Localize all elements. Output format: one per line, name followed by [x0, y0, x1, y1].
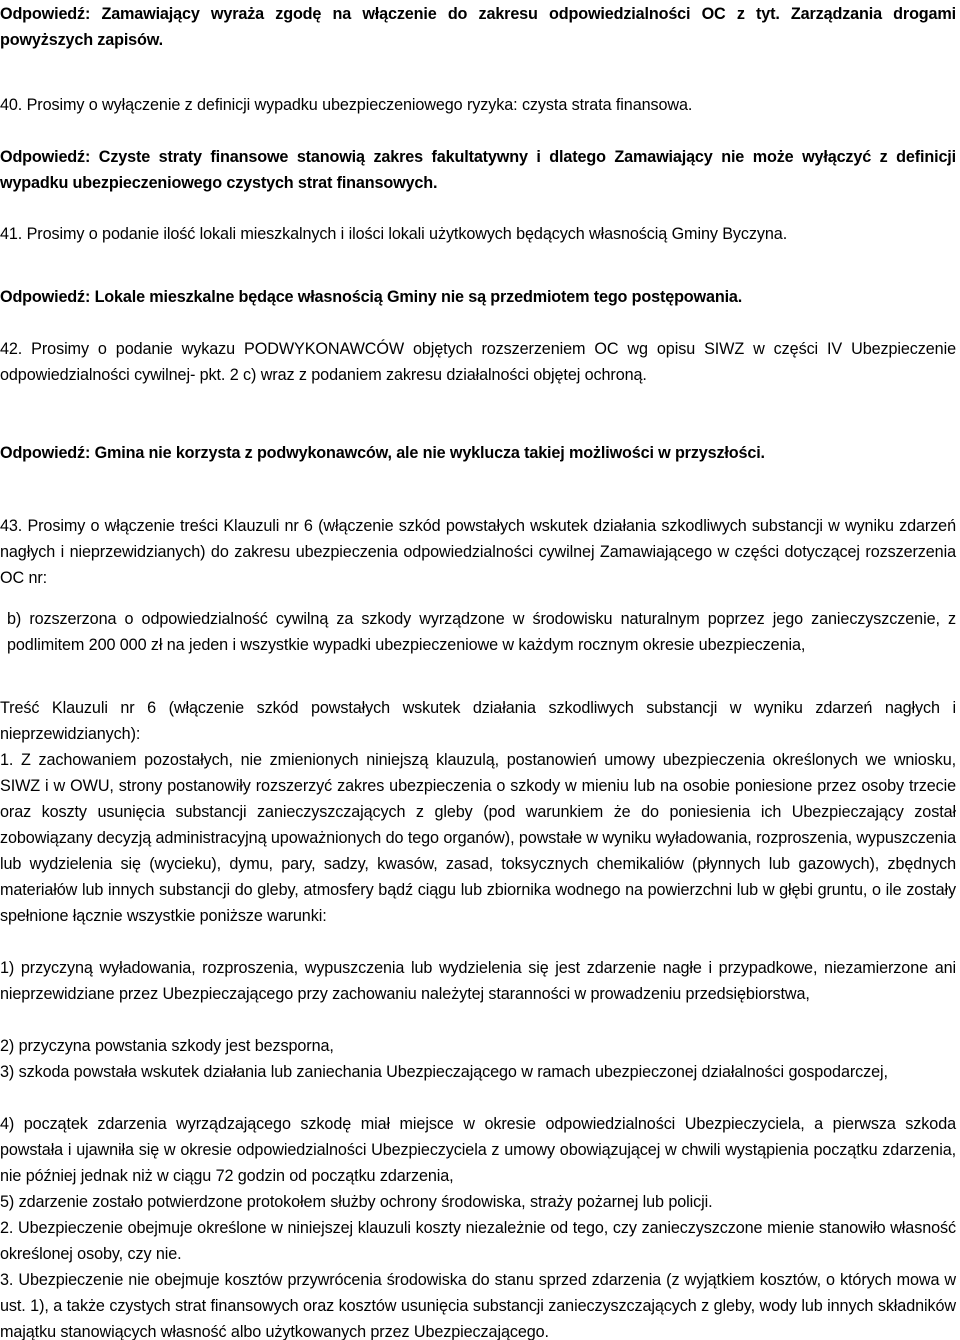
answer-paragraph: Odpowiedź: Czyste straty finansowe stanowią zakres fakultatywny i dlatego Zamawiający nie może wyłączyć z definicji wypadku ubezpieczeniowego czystych strat finansowych.: [0, 148, 956, 192]
clause-6-heading: Treść Klauzuli nr 6 (włączenie szkód powstałych wskutek działania szkodliwych substancji w wyniku zdarzeń nagłych i nieprzewidzianych):: [0, 699, 956, 743]
condition-4: 4) początek zdarzenia wyrządzającego szkodę miał miejsce w okresie odpowiedzialności Ubezpieczyciela, a pierwsza szkoda powstała i ujawniła się w okresie odpowiedzialności Ubezpieczyciela z umowy obowiązującej w chwili wystąpienia początku zdarzenia, nie później jednak niż w ciągu 72 godzin od początku zdarzenia,: [0, 1115, 956, 1185]
condition-1: 1) przyczyną wyładowania, rozproszenia, wypuszczenia lub wydzielenia się jest zdarzenie nagłe i przypadkowe, niezamierzone ani nieprzewidziane przez Ubezpieczającego przy zachowaniu należytej staranności w prowadzeniu przedsiębiorstwa,: [0, 959, 956, 1003]
answer-paragraph: Odpowiedź: Lokale mieszkalne będące własnością Gminy nie są przedmiotem tego postępowania.: [0, 288, 743, 306]
clause-point-2: 2. Ubezpieczenie obejmuje określone w niniejszej klauzuli koszty niezależnie od tego, czy zanieczyszczone mienie stanowiło własność określonej osoby, czy nie.: [0, 1219, 956, 1263]
condition-2: 2) przyczyna powstania szkody jest bezsporna,: [0, 1037, 334, 1055]
condition-5: 5) zdarzenie zostało potwierdzone protokołem służby ochrony środowiska, straży pożarnej lub policji.: [0, 1193, 713, 1211]
condition-3: 3) szkoda powstała wskutek działania lub zaniechania Ubezpieczającego w ramach ubezpieczonej działalności gospodarczej,: [0, 1063, 888, 1081]
answer-paragraph: Odpowiedź: Zamawiający wyraża zgodę na włączenie do zakresu odpowiedzialności OC z tyt. Zarządzania drogami powyższych zapisów.: [0, 5, 956, 49]
clause-point-1: 1. Z zachowaniem pozostałych, nie zmienionych niniejszą klauzulą, postanowień umowy ubezpieczenia określonych we wniosku, SIWZ i w OWU, strony postanowiły rozszerzyć zakres ubezpieczenia o szkody w mieniu lub na osobie poniesione przez osoby trzecie oraz koszty usunięcia substancji zanieczyszczających z gleby (pod warunkiem że do poniesienia ich Ubezpieczający został zobowiązany decyzją administracyjną upoważnionych do tego organów), powstałe w wyniku wyładowania, rozproszenia, wypuszczenia lub wydzielenia się (wycieku), dymu, pary, sadzy, kwasów, zasad, toksycznych chemikaliów (płynnych lub gazowych), zbędnych materiałów lub innych substancji do gleby, atmosfery bądź ciągu lub zbiornika wodnego na powierzchni lub w głębi gruntu, o ile zostały spełnione łącznie wszystkie poniższe warunki:: [0, 751, 956, 925]
question-42: 42. Prosimy o podanie wykazu PODWYKONAWCÓW objętych rozszerzeniem OC wg opisu SIWZ w części IV Ubezpieczenie odpowiedzialności cywilnej- pkt. 2 c) wraz z podaniem zakresu działalności objętej ochroną.: [0, 340, 956, 384]
clause-point-3: 3. Ubezpieczenie nie obejmuje kosztów przywrócenia środowiska do stanu sprzed zdarzenia (z wyjątkiem kosztów, o których mowa w ust. 1), a także czystych strat finansowych oraz kosztów usunięcia substancji zanieczyszczających z gleby, wody lub innych składników majątku stanowiących własność albo użytkowanych przez Ubezpieczającego.: [0, 1271, 956, 1340]
clause-b-paragraph: b) rozszerzona o odpowiedzialność cywilną za szkody wyrządzone w środowisku naturalnym poprzez jego zanieczyszczenie, z podlimitem 200 000 zł na jeden i wszystkie wypadki ubezpieczeniowe w każdym rocznym okresie ubezpieczenia,: [7, 610, 956, 654]
question-43: 43. Prosimy o włączenie treści Klauzuli nr 6 (włączenie szkód powstałych wskutek działania szkodliwych substancji w wyniku zdarzeń nagłych i nieprzewidzianych) do zakresu ubezpieczenia odpowiedzialności cywilnej Zamawiającego w części dotyczącej rozszerzenia OC nr:: [0, 517, 956, 587]
question-41: 41. Prosimy o podanie ilość lokali mieszkalnych i ilości lokali użytkowych będących własnością Gminy Byczyna.: [0, 225, 788, 243]
answer-paragraph: Odpowiedź: Gmina nie korzysta z podwykonawców, ale nie wyklucza takiej możliwości w przyszłości.: [0, 444, 765, 462]
question-40: 40. Prosimy o wyłączenie z definicji wypadku ubezpieczeniowego ryzyka: czysta strata finansowa.: [0, 96, 693, 114]
